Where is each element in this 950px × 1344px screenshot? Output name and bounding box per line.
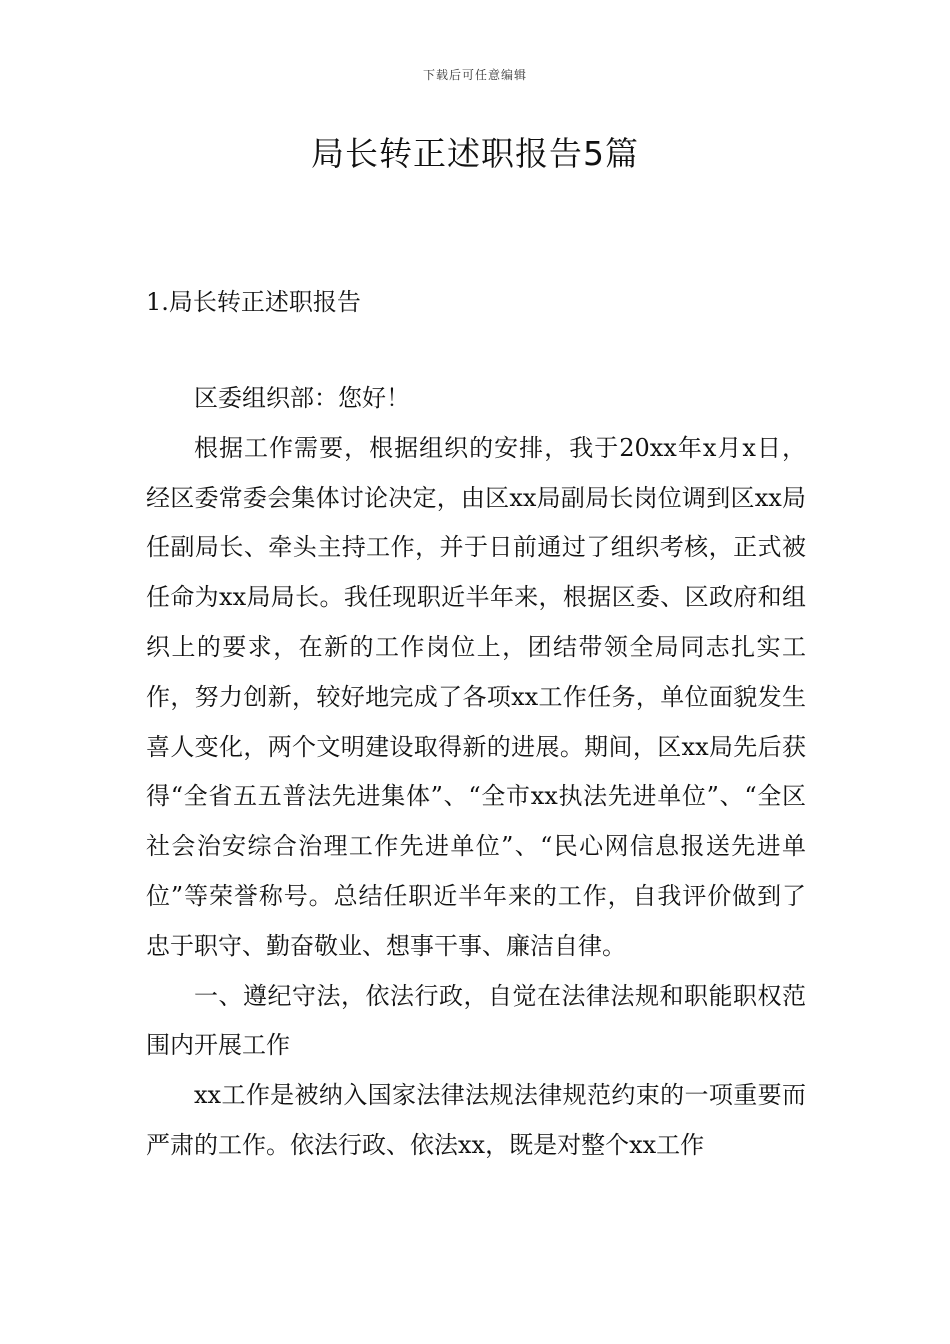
document-body (146, 374, 806, 1171)
document-title: 局长转正述职报告5篇 (311, 134, 639, 173)
header-note: 下载后可任意编辑 (422, 68, 527, 82)
paragraph-subheading-1: 一、遵纪守法，依法行政，自觉在法律法规和职能职权范围内开展工作 (146, 981, 806, 1060)
section-heading: 1.局长转正述职报告 (146, 288, 361, 316)
paragraph-law: xx工作是被纳入国家法律法规法律规范约束的一项重要而严肃的工作。依法行政、依法xx，既是对整个xx工作 (146, 1081, 806, 1159)
paragraph-intro: 根据工作需要，根据组织的安排，我于20xx年x月x日，经区委常委会集体讨论决定，由区xx局副局长岗位调到区xx局任副局长、牵头主持工作，并于日前通过了组织考核，正式被任命为xx局局长。我任现职近半年来，根据区委、区政府和组织上的要求，在新的工作岗位上，团结带领全局同志扎实工作，努力创新，较好地完成了各项xx工作任务，单位面貌发生喜人变化，两个文明建设取得新的进展。期间，区xx局先后获得“全省五五普法先进集体”、“全市xx执法先进单位”、“全区社会治安综合治理工作先进单位”、“民心网信息报送先进单位”等荣誉称号。总结任职近半年来的工作，自我评价做到了忠于职守、勤奋敬业、想事干事、廉洁自律。 (146, 433, 806, 960)
paragraph-greeting: 区委组织部：您好！ (194, 384, 410, 412)
